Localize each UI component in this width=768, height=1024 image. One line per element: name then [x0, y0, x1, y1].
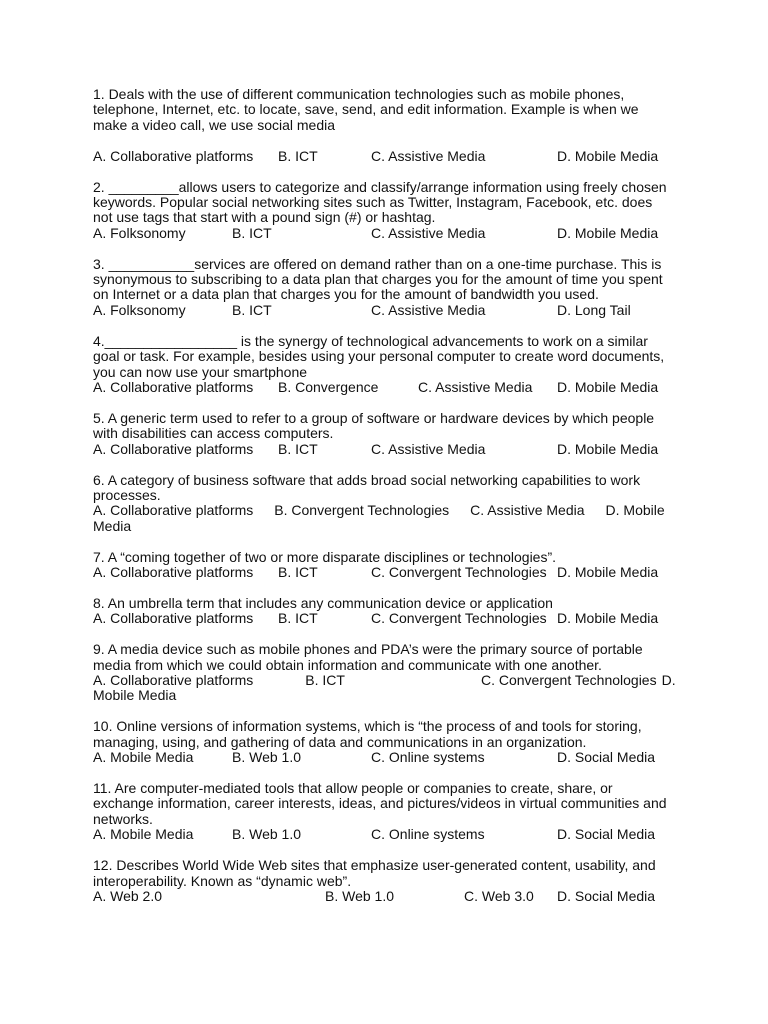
question-3 [93, 257, 693, 319]
question-7 [93, 550, 693, 581]
answer-option: A. Collaborative platforms [93, 147, 254, 164]
answer-option: A. Collaborative platforms [93, 672, 254, 689]
question-text-line: exchange information, career interests, ideas, and pictures/videos in virtual communities and [93, 795, 667, 812]
question-text-line: keywords. Popular social networking sites such as Twitter, Instagram, Facebook, etc. does [93, 193, 653, 210]
answer-option: A. Collaborative platforms [93, 502, 254, 519]
spacer [93, 133, 693, 148]
answer-option: A. Mobile Media [93, 749, 194, 766]
question-text-line: media from which we could obtain information and communicate with one another. [93, 656, 602, 673]
answer-options [93, 673, 693, 704]
question-8 [93, 596, 693, 627]
answer-option: A. Mobile Media [93, 826, 194, 843]
question-text-line: processes. [93, 486, 161, 503]
question-5 [93, 411, 693, 457]
answer-option: B. ICT [305, 672, 345, 689]
answer-option: D. Long Tail [557, 301, 631, 318]
question-text-line: managing, using, and gathering of data and communications in an organization. [93, 733, 587, 750]
answer-option: A. Collaborative platforms [93, 564, 254, 581]
question-text-line: 12. Describes World Wide Web sites that emphasize user-generated content, usability, and [93, 857, 656, 874]
answer-option: C. Convergent Technologies [371, 610, 547, 627]
answer-options [93, 442, 693, 457]
answer-option: B. Web 1.0 [325, 888, 395, 904]
question-text-line: 1. Deals with the use of different communication technologies such as mobile phones, [93, 86, 625, 102]
answer-option: C. Web 3.0 [464, 888, 534, 904]
answer-option: B. ICT [278, 440, 318, 457]
answer-option: B. Web 1.0 [232, 749, 302, 766]
question-text-line: synonymous to subscribing to a data plan that charges you for the amount of time you spent [93, 271, 663, 288]
question-text-line: networks. [93, 810, 153, 827]
answer-option: C. Convergent Technologies [371, 564, 547, 581]
answer-option: C. Assistive Media [371, 301, 486, 318]
answer-options [93, 226, 693, 241]
answer-option: C. Assistive Media [418, 378, 533, 395]
answer-options [93, 503, 693, 534]
answer-option: D. Social Media [557, 826, 656, 843]
question-text-line: 9. A media device such as mobile phones and PDA’s were the primary source of portable [93, 641, 643, 658]
answer-option: D. Mobile Media [557, 147, 659, 164]
question-text-line: telephone, Internet, etc. to locate, save, send, and edit information. Example is when we [93, 101, 639, 118]
question-text-line: 5. A generic term used to refer to a group of software or hardware devices by which people [93, 409, 655, 426]
answer-option: C. Online systems [371, 826, 485, 843]
question-text-line: goal or task. For example, besides using your personal computer to create word documents, [93, 348, 665, 365]
question-text-line: 4._________________ is the synergy of technological advancements to work on a similar [93, 332, 648, 349]
question-12 [93, 858, 693, 904]
question-text-line: 11. Are computer-mediated tools that allow people or companies to create, share, or [93, 780, 613, 797]
answer-option: A. Collaborative platforms [93, 378, 254, 395]
question-text-line: you can now use your smartphone [93, 363, 308, 380]
question-text-line: 8. An umbrella term that includes any communication device or application [93, 594, 553, 611]
answer-option: C. Assistive Media [371, 224, 486, 241]
answer-option: A. Folksonomy [93, 224, 186, 241]
question-text-line: 10. Online versions of information systems, which is “the process of and tools for storing, [93, 718, 642, 735]
question-10 [93, 719, 693, 765]
answer-option: B. Web 1.0 [232, 826, 302, 843]
question-text-line: interoperability. Known as “dynamic web”. [93, 872, 352, 889]
question-text-line: 7. A “coming together of two or more disparate disciplines or technologies”. [93, 548, 557, 565]
answer-option: C. Assistive Media [470, 502, 585, 519]
answer-option: A. Collaborative platforms [93, 440, 254, 457]
question-text-line: make a video call, we use social media [93, 116, 336, 133]
answer-option: D. Mobile Media [93, 502, 665, 534]
answer-options [93, 565, 693, 580]
question-6 [93, 473, 693, 535]
answer-option: D. Mobile Media [93, 672, 676, 704]
answer-option: B. Convergence [278, 378, 379, 395]
answer-option: A. Collaborative platforms [93, 610, 254, 627]
answer-options [93, 750, 693, 765]
answer-option: A. Web 2.0 [93, 888, 163, 904]
answer-option: B. ICT [232, 301, 272, 318]
answer-option: C. Online systems [371, 749, 485, 766]
answer-options [93, 380, 693, 395]
answer-options [93, 889, 693, 904]
answer-option: D. Social Media [557, 888, 656, 904]
answer-option: C. Assistive Media [371, 147, 486, 164]
question-2 [93, 180, 693, 242]
answer-option: D. Mobile Media [557, 564, 659, 581]
answer-option: B. Convergent Technologies [274, 502, 450, 519]
answer-option: D. Mobile Media [557, 378, 659, 395]
answer-option: B. ICT [278, 610, 318, 627]
answer-options [93, 303, 693, 318]
question-1 [93, 87, 693, 164]
answer-option: D. Social Media [557, 749, 656, 766]
question-text-line: 6. A category of business software that adds broad social networking capabilities to work [93, 471, 641, 488]
answer-options [93, 827, 693, 842]
question-text-line: on Internet or a data plan that charges you for the amount of bandwidth you used. [93, 286, 599, 303]
answer-option: C. Assistive Media [371, 440, 486, 457]
answer-option: D. Mobile Media [557, 610, 659, 627]
question-text-line: not use tags that start with a pound sign (#) or hashtag. [93, 209, 436, 226]
question-11 [93, 781, 693, 843]
question-text-line: with disabilities can access computers. [93, 425, 334, 442]
answer-option: B. ICT [232, 224, 272, 241]
question-text-line: 2. _________allows users to categorize and classify/arrange information using freely chosen [93, 178, 667, 195]
answer-option: B. ICT [278, 564, 318, 581]
question-text-line: 3. ___________services are offered on demand rather than on a one-time purchase. This is [93, 255, 662, 272]
question-4 [93, 334, 693, 396]
answer-option: C. Convergent Technologies [480, 672, 657, 689]
answer-options [93, 149, 693, 164]
answer-option: A. Folksonomy [93, 301, 186, 318]
worksheet [93, 87, 693, 920]
answer-option: B. ICT [278, 147, 318, 164]
question-9 [93, 642, 693, 704]
answer-options [93, 611, 693, 626]
answer-option: D. Mobile Media [557, 224, 659, 241]
answer-option: D. Mobile Media [557, 440, 659, 457]
